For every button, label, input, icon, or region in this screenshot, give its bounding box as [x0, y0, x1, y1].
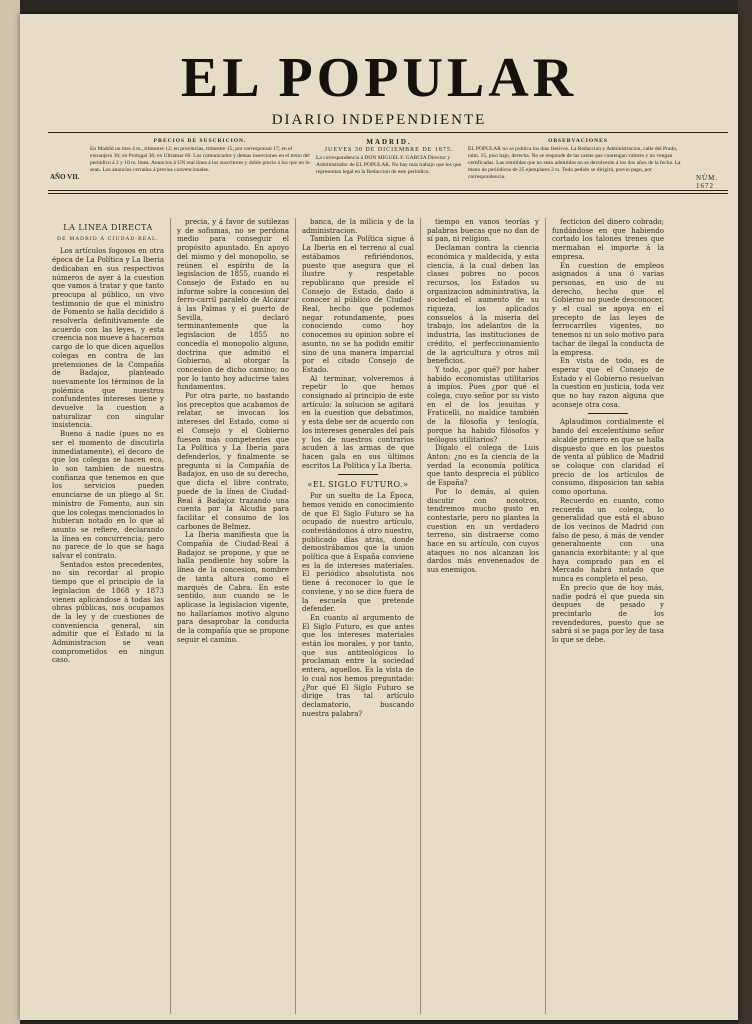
masthead-subtitle: DIARIO INDEPENDIENTE [271, 112, 487, 128]
paragraph: Tambien La Política sigue á La Iberia en el terreno al cual estábamos refiriéndonos, puesto que asegura que el ilustre y respetable republicano que preside el Consejo de Estado, dado á conocer al público de Ciudad-Real, hecho que podemos negar rotundamente, pues conociendo como hoy conocemos su opinion sobre el asunto, no se ha podido emitir sino de una manera imparcial por el citado Consejo de Estado. [302, 235, 414, 374]
paragraph: Por un suelto de La Época, hemos venido en conocimiento de que El Siglo Futuro se ha ocupado de nuestro artículo, contestándonos á otro nuestro, publicado días atrás, donde demostrábamos que la union política que á España conviene es la de intereses materiales. El periódico absolutista nos tiene á reconocer lo que le conviene, y no se dice fuera de la escuela que pretende defender. [302, 492, 414, 614]
paragraph: Al terminar, volveremos á repetir lo que hemos consignado al principio de este artículo: la solucion se agitará en la cuestion que debatimos, y esta debe ser de acuerdo con los intereses generales del país y los de nuestros contrarios acuden á las armas de que hacen gala en sus últimos escritos La Política y La Iberia. [302, 374, 414, 470]
left-page-edge [0, 0, 20, 1024]
paragraph: Recuerdo en cuanto, como recuerda un colega, lo generalidad que está el abuso de los vecinos de Madrid con falso de peso, á más de vender generalmente con una ganancia exorbitante; y al que haya comprado pan en el Mercado habrá notado que nunca es completo el peso. [552, 496, 664, 584]
subscription-text: En Madrid un mes 4 rs., trimestre 12; en provincias, trimestre 15; por corresponsal 17; en el extranjero 30; en Portugal 36; en Ultramar 60. Los comunicados y demas inserciones en el texto del periódico á 2 y 10 rs. linea. Anuncios á UN real línea á los suscritores y doble precio á los que no lo sean. Los anuncios cerrados á precios convencionales. [90, 146, 310, 173]
paragraph: Por otra parte, no bastando los preceptos que acabamos de relatar, se invocan los intereses del Estado, como si el Consejo y el Gobierno fuesen más competentes que La Política y La Iberia para defenderlos, y finalmente se pregunta si la Compañía de Badajoz, en uso de su derecho, que dicta el libre contrato, puede de la línea de Ciudad-Real á Badajoz trazando una cuenta por la Alcudia para facilitar el consumo de los carbones de Belmez. [177, 392, 289, 531]
right-page-edge [738, 0, 752, 1024]
observations-text: EL POPULAR no se publica los días festivos. La Redaccion y Administracion, calle del Prado, núm. 15, piso bajo, derecha. No se responde de las cartas que contengan valores y no vengan certificadas. Las remitidas que no sean admitidas no se devolverán á los dos años de la fecha. La mano de periódicos de 25 ejemplares 2 rs. Todo pedido se dirigirá, previo pago, por correspondencia. [468, 146, 681, 180]
newspaper-page [20, 14, 738, 1020]
column-divider [295, 218, 296, 1014]
paragraph: Bueno á nadie (pues no es ser el momento de discutirla inmediatamente), el decoro de que los colegas se hacen eco, lo son tambien de nuestra confianza que tenemos en que los servicios pueden enunciarse de un pliego al Sr. ministro de Fomento, aun sin que los colegas mencionados lo hubieran notado en lo que al asunto se refiere, declarando la línea en concurrencia; pero no parece de lo que se haga salvar el contrato. [52, 430, 164, 561]
paragraph: precia, y á favor de sutilezas y de sofismas, no se perdona medio para conseguir el propósito apuntado. En apoyo del mismo y del monopolio, se reúnen el espíritu de la legislacion de 1855, cuando el Consejo de Estado en su informe sobre la concesion del ferro-carril paralelo de Alcázar á las Palmas y el puerto de Sevilla, declaró terminantemente que la legislacion de 1855 no concedía el monopolio alguno, doctrina que admitió el Gobierno, al otorgar la concesion de dicho camino; no por lo tanto hoy aducirse tales fundamentos. [177, 218, 289, 392]
paragraph: En cuanto al argumento de El Siglo Futuro, es que antes que los intereses materiales están los morales, y por tanto, que sus antiteológicos lo proclaman entre la sociedad entera, aquellos. Es la vista de lo cual nos hemos preguntado: ¿Por qué El Siglo Futuro se dirige tras tal artículo declamatorio, buscando nuestra palabra? [302, 613, 414, 718]
date-label: JUEVES 30 DE DICIEMBRE DE 1875. [324, 147, 454, 153]
column-3 [302, 218, 414, 1014]
paragraph: Aplaudimos cordialmente el bando del excelentísimo señor alcalde primero en que se halla dispuesto que en los puestos de venta al público de Madrid se coloque con claridad el precio de los artículos de consumo, disposicion tan sabia como oportuna. [552, 418, 664, 497]
column-1 [52, 218, 164, 1014]
paragraph: Declaman contra la ciencia económica y maldecida, y esta ciencia, á la cual deben las clases pobres no pocos recursos, los Estados su organizacion administrativa, la sociedad el aumento de su riqueza, los aplicados consuelos á la miseria del trabajo, los adelantos de la industria, las instituciones de crédito, el perfeccionamiento de la agricultura y otros mil beneficios. [427, 244, 539, 366]
header-rule-bottom [48, 190, 728, 191]
section-rule [588, 413, 628, 414]
paragraph: fecticion del dinero cobrado; fundándose en que habiendo cortado los talones trenes que mermaban el importe á la empresa. [552, 218, 664, 261]
paragraph: En vista de todo, es de esperar que el Consejo de Estado y el Gobierno resuelvan la cuestion en justicia, toda vez que no hay razon alguna que aconseje otra cosa. [552, 357, 664, 409]
paragraph: La Iberia manifiesta que la Compañía de Ciudad-Real á Badajoz se propone, y que se halla pendiente hoy sobre la línea de la concesion, nombre de tanta altura como el marqués de Cabra. En este sentido, aun cuando se le aplicase la legislacion vigente, no hallaríamos motivo alguno para desaprobar la conducta de la compañía que se propone seguir el camino. [177, 531, 289, 644]
paragraph: Por lo demás, al quien discutir con nosotros, tendremos mucho gusto en contestarle, pero no plantea la cuestion en un verdadero terreno, sin distraerse como hace en su artículo, con cuyos ataques no nos alcanzan los dardos más envenenados de sus enemigos. [427, 487, 539, 575]
section-rule [338, 474, 378, 475]
header-rule-bottom-double [48, 193, 728, 194]
column-divider [170, 218, 171, 1014]
dateline-box [316, 138, 462, 176]
issue-number: NÚM. 1672 [696, 174, 719, 190]
paragraph: En cuestion de empleos asignados á una ó varias personas, en uso de su derecho, hecho que el Gobierno no puede desconocer, y el cual se apoya en el precepto de las leyes de ferrocarriles vigentes, no tenemos ni un solo motivo para tachar de ilegal la conducta de la empresa. [552, 261, 664, 357]
observations-title: OBSERVACIONES [548, 138, 608, 144]
section-heading: «EL SIGLO FUTURO.» [307, 480, 409, 490]
observations-box [468, 138, 688, 181]
paragraph: tiempo en vanos teorías y palabras buecas que no dan de sí pan, ni religion. [427, 218, 539, 244]
subscription-box [90, 138, 310, 174]
paragraph: Sentados estos precedentes, no sin recordar al propio tiempo que el principio de la legislacion de 1868 y 1873 vienen aplicándose á todas las obras públicas, nos ocupamos de la ley y de cuestiones de conveniencia general, sin admitir que el Estado ni la Administracion se vean comprometidos en ningun caso. [52, 560, 164, 665]
paragraph: banca, de la milicia y de la administracion. [302, 218, 414, 235]
column-4 [427, 218, 539, 1014]
article-subheading: DE MADRID Á CIUDAD-REAL. [57, 235, 159, 242]
column-divider [420, 218, 421, 1014]
director-text: La correspondencia á DON MIGUEL F. GARCIA Director y Administrador de EL POPULAR. No hay más trabajo que los que representan legal en la Redaccion de este periódico. [316, 155, 462, 175]
paragraph: Los artículos fogosos en otra época de La Política y La Iberia dedicaban en sus respectivos números de ayer á la cuestion que vamos á tratar y que tanto preocupa al público, un vivo testimonio de que el ministro de Fomento se halla decidido á resolverla definitivamente de acuerdo con las leyes, y esta creencia nos mueve á hacernos cargo de lo que dicen aquellos colegas en contra de las pretensiones de la Compañía de Badajoz, planteado nuevamente los términos de la polémica que nuestros confundentes intereses tiene y devuelve la cuestion a naturalizar con singular insistencia. [52, 247, 164, 430]
column-2 [177, 218, 289, 1014]
header-rule-top [48, 132, 728, 133]
masthead-title: EL POPULAR [180, 47, 578, 109]
paragraph: Y todo, ¿por qué? por haber habido economistas utilitarios á impíos. Pues ¿por qué el colega, cuyo señor por su visto en el de los jesuitas y Fraticelli, no maldice también de la filosofía y teología, porque ha habido filósofos y teólogos utilitarios? [427, 365, 539, 444]
column-divider [545, 218, 546, 1014]
year-label: AÑO VII. [50, 173, 80, 181]
paragraph: Dígalo el colega de Luis Anton: ¿no es la ciencia de la verdad la economía política que tanto desprecia el público de España? [427, 444, 539, 488]
paragraph: En precio que de hoy más, nadie podrá el que pueda sin despues de pesado y precintarlo de los revendedores, puesto que se sabrá si se paga por ley de tasa lo que se debe. [552, 583, 664, 645]
article-heading: LA LINEA DIRECTA [63, 223, 153, 232]
city-label: MADRID. [366, 138, 412, 146]
subscription-title: PRECIOS DE SUSCRICION. [153, 138, 247, 144]
column-5 [552, 218, 664, 1014]
